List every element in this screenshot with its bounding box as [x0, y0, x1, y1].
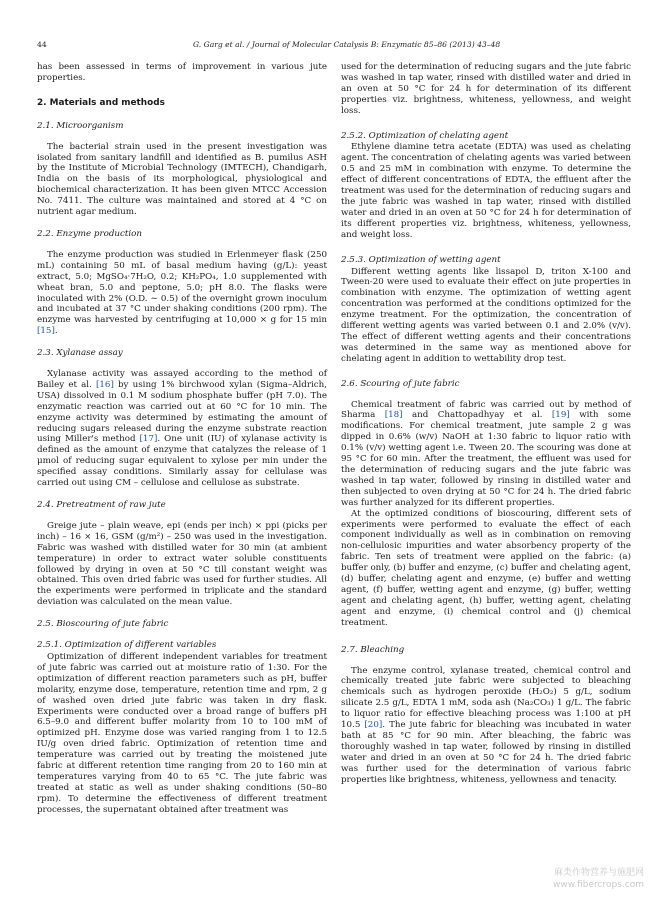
subsection-heading-bleaching: 2.7. Bleaching [341, 644, 405, 655]
paragraph-bleaching: The enzyme control, xylanase treated, chemical control and chemically treated jute fabric were subjected to bleaching chemicals such as hydrogen peroxide (H₂O₂) 5 g/L, sodium silicate 2.5 g/L, EDTA 1 mM, soda ash (Na₂CO₃) 1 g/L. The fabric to liquor ratio for effective bleaching process was 1:100 at pH 10.5 [20]. The jute fabric for bleaching was incubated in water bath at 85 °C for 90 min. After bleaching, the fabric was thoroughly washed in tap water, followed by rinsing in distilled water and dried in an oven at 50 °C for 24 h. The dried fabric was further used for the determination of various fabric properties like brightness, whiteness, yellowness and tenacity. [341, 665, 631, 785]
subsubsection-heading-optimization-variables: 2.5.1. Optimization of different variables [37, 640, 217, 651]
subsection-heading-microorganism: 2.1. Microorganism [37, 120, 124, 131]
paragraph-scouring: Chemical treatment of fabric was carried out by method of Sharma [18] and Chattopadhyay et al. [19] with some modifications. For chemical treatment, jute sample 2 g was dipped in 0.6% (w/v) NaOH at 1:30 fabric to liquor ratio with 0.1% (v/v) wetting agent i.e. Tween 20. The scouring was done at 95 °C for 60 min. After the treatment, the effluent was used for the determination of reducing sugars and the jute fabric was washed in tap water, followed by rinsing in distilled water and then subjected to oven drying at 50 °C for 24 h. The dried fabric was further analyzed for its different properties. [341, 399, 631, 508]
left-column [37, 62, 327, 816]
paragraph-optimization-variables: Optimization of different independent variables for treatment of jute fabric was carried out at moisture ratio of 1:30. For the optimization of different reaction parameters such as pH, buffer molarity, enzyme dose, temperature, retention time and rpm, 2 g of washed oven dried jute fabric was taken in dry flask. Experiments were conducted over a broad range of buffers pH 6.5–9.0 and different buffer molarity from 10 to 100 mM of optimized pH. Enzyme dose was varied ranging from 1 to 12.5 IU/g oven dried fabric. Optimization of retention time and temperature was carried out by treating the moistened jute fabric at different retention time ranging from 20 to 160 min at temperatures varying from 40 to 65 °C. The jute fabric was treated at static as well as under shaking conditions (50–80 rpm). To determine the effectiveness of different treatment processes, the supernatant obtained after treatment was [37, 651, 327, 815]
subsubsection-heading-chelating-agent: 2.5.2. Optimization of chelating agent [341, 130, 509, 141]
subsubsection-heading-wetting-agent: 2.5.3. Optimization of wetting agent [341, 254, 501, 265]
paragraph-microorganism: The bacterial strain used in the present investigation was isolated from sanitary landfill and identified as B. pumilus ASH by the Institute of Microbial Technology (IMTECH), Chandigarh, India on the basis of its morphological, physiological and biochemical characterization. It has been given MTCC Accession No. 7411. The culture was maintained and stored at 4 °C on nutrient agar medium. [37, 141, 327, 218]
paragraph-chelating-agent: Ethylene diamine tetra acetate (EDTA) was used as chelating agent. The concentration of chelating agents was varied between 0.5 and 25 mM in combination with enzyme. To determine the effect of different concentrations of EDTA, the effluent after the treatment was used for the determination of reducing sugars and the jute fabric was washed in tap water, rinsed with distilled water and dried in an oven at 50 °C for 24 h for determination of its different properties viz. brightness, whiteness, yellowness, and weight loss. [341, 142, 631, 240]
journal-running-head: G. Garg et al. / Journal of Molecular Catalysis B: Enzymatic 85–86 (2013) 43–48 [193, 40, 501, 49]
site-watermark [553, 867, 644, 891]
citation-link-19[interactable]: [19] [551, 410, 570, 421]
subsection-heading-xylanase-assay: 2.3. Xylanase assay [37, 348, 123, 359]
section-heading-materials-methods: 2. Materials and methods [37, 97, 165, 108]
subsection-heading-scouring: 2.6. Scouring of jute fabric [341, 378, 460, 389]
citation-link-20[interactable]: [20] [364, 720, 383, 731]
watermark-url: www.fibercrops.com [553, 880, 644, 890]
page-number: 44 [37, 40, 47, 49]
citation-link-15[interactable]: [15] [37, 326, 55, 337]
paragraph-wetting-agent: Different wetting agents like lissapol D, triton X-100 and Tween-20 were used to evaluate their effect on jute properties in combination with enzyme. The optimization of wetting agent concentration was performed at the conditions optimized for the enzyme treatment. For the optimization, the concentration of different wetting agents was varied between 0.1 and 2.0% (v/v). The effect of different wetting agents and their concentrations was determined in the same way as mentioned above for chelating agent in addition to wettability drop test. [341, 266, 631, 364]
subsection-heading-bioscouring: 2.5. Bioscouring of jute fabric [37, 619, 169, 630]
paragraph-pretreatment: Greige jute – plain weave, epi (ends per inch) × ppi (picks per inch) – 16 × 16, GSM (g/m²) – 250 was used in the investigation. Fabric was washed with distilled water for 30 min (at ambient temperature) in order to extract water soluble constituents followed by drying in oven at 50 °C till constant weight was obtained. This oven dried fabric was used for further studies. All the experiments were performed in triplicate and the standard deviation was calculated on the mean value. [37, 520, 327, 608]
paragraph-continuation-right: used for the determination of reducing sugars and the jute fabric was washed in tap water, rinsed with distilled water and dried in an oven at 50 °C for 24 h for determination of its different properties viz. brightness, whiteness, yellowness, and weight loss. [341, 62, 631, 116]
paragraph-xylanase-assay: Xylanase activity was assayed according to the method of Bailey et al. [16] by using 1% birchwood xylan (Sigma–Aldrich, USA) dissolved in 0.1 M sodium phosphate buffer (pH 7.0). The enzymatic reaction was carried out at 60 °C for 10 min. The enzyme activity was determined by estimating the amount of reducing sugars released during the enzyme substrate reaction using Miller's method [17]. One unit (IU) of xylanase activity is defined as the amount of enzyme that catalyzes the release of 1 μmol of reducing sugar equivalent to xylose per min under the specified assay conditions. Similarly assay for cellulase was carried out using CM – cellulose and cellulose as substrate. [37, 369, 327, 489]
citation-link-18[interactable]: [18] [384, 410, 403, 421]
watermark-chinese-text: 麻类作物营养与施肥网 [553, 868, 644, 878]
right-column [341, 62, 631, 785]
subsection-heading-pretreatment: 2.4. Pretreatment of raw jute [37, 500, 166, 510]
paragraph-enzyme-production: The enzyme production was studied in Erlenmeyer flask (250 mL) containing 50 mL of basal medium having (g/L): yeast extract, 5.0; MgSO₄·7H₂O, 0.2; KH₂PO₄, 1.0 supplemented with wheat bran, 5.0 and peptone, 5.0; pH 8.0. The flasks were inoculated with 2% (O.D. ∼ 0.5) of the overnight grown inoculum and incubated at 37 °C under shaking conditions (200 rpm). The enzyme was harvested by centrifuging at 10,000 × g for 15 min [15]. [37, 249, 327, 337]
paragraph-continuation: has been assessed in terms of improvement in various jute properties. [37, 62, 327, 83]
subsection-heading-enzyme-production: 2.2. Enzyme production [37, 228, 142, 239]
paragraph-treatment-sets: At the optimized conditions of bioscouring, different sets of experiments were performed to evaluate the effect of each component individually as well as in combination on removing non-cellulosic impurities and water absorbency property of the fabric. Ten sets of treatment were applied on the fabric: (a) buffer only, (b) buffer and enzyme, (c) buffer and chelating agent, (d) buffer, chelating agent and enzyme, (e) buffer and wetting agent, (f) buffer, wetting agent and enzyme, (g) buffer, wetting agent and chelating agent, (h) buffer, wetting agent, chelating agent and enzyme, (i) chemical control and (j) chemical treatment. [341, 508, 631, 628]
citation-link-17[interactable]: [17] [139, 434, 158, 445]
citation-link-16[interactable]: [16] [96, 379, 114, 390]
